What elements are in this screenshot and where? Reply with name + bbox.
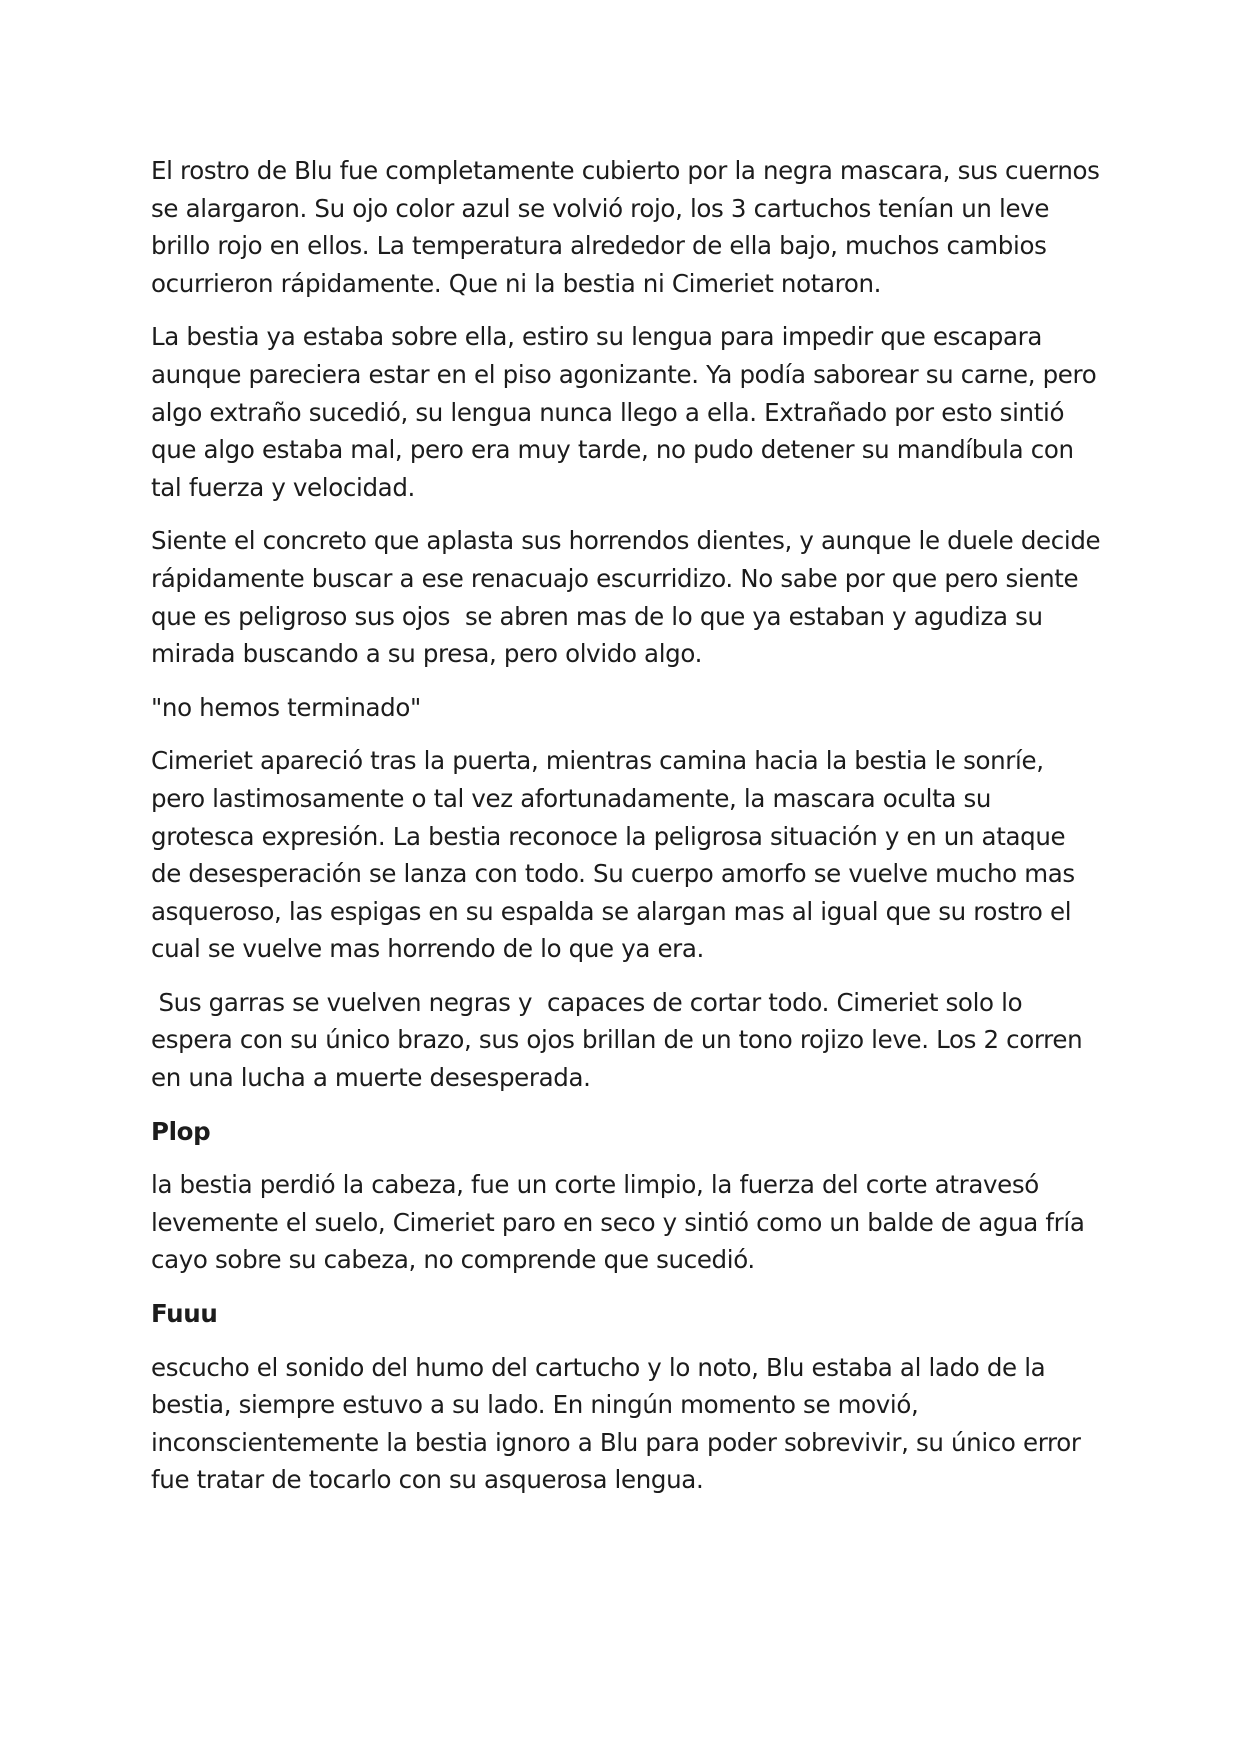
paragraph-6: Sus garras se vuelven negras y capaces de cortar todo. Cimeriet solo lo espera con su único brazo, sus ojos brillan de un tono rojizo leve. Los 2 corren en una lucha a muerte desesperada.	[151, 987, 1090, 1093]
paragraph-4: "no hemos terminado"	[151, 692, 421, 722]
document-body	[151, 152, 1108, 1515]
paragraph-7-bold: Plop	[151, 1116, 211, 1146]
paragraph-5: Cimeriet apareció tras la puerta, mientras camina hacia la bestia le sonríe, pero lastimosamente o tal vez afortunadamente, la mascara oculta su grotesca expresión. La bestia reconoce la peligrosa situación y en un ataque de desesperación se lanza con todo. Su cuerpo amorfo se vuelve mucho mas asqueroso, las espigas en su espalda se alargan mas al igual que su rostro el cual se vuelve mas horrendo de lo que ya era.	[151, 746, 1083, 964]
paragraph-9-bold: Fuuu	[151, 1299, 218, 1329]
paragraph-10: escucho el sonido del humo del cartucho y lo noto, Blu estaba al lado de la bestia, siempre estuvo a su lado. En ningún momento se movió, inconscientemente la bestia ignoro a Blu para poder sobrevivir, su único error fue tratar de tocarlo con su asquerosa lengua.	[151, 1352, 1089, 1495]
paragraph-1: El rostro de Blu fue completamente cubierto por la negra mascara, sus cuernos se alargaron. Su ojo color azul se volvió rojo, los 3 cartuchos tenían un leve brillo rojo en ellos. La temperatura alrededor de ella bajo, muchos cambios ocurrieron rápidamente. Que ni la bestia ni Cimeriet notaron.	[151, 156, 1108, 298]
paragraph-2: La bestia ya estaba sobre ella, estiro su lengua para impedir que escapara aunque pareciera estar en el piso agonizante. Ya podía saborear su carne, pero algo extraño sucedió, su lengua nunca llego a ella. Extrañado por esto sintió que algo estaba mal, pero era muy tarde, no pudo detener su mandíbula con tal fuerza y velocidad.	[151, 322, 1104, 502]
paragraph-8: la bestia perdió la cabeza, fue un corte limpio, la fuerza del corte atravesó levemente el suelo, Cimeriet paro en seco y sintió como un balde de agua fría cayo sobre su cabeza, no comprende que sucedió.	[151, 1170, 1092, 1275]
paragraph-3: Siente el concreto que aplasta sus horrendos dientes, y aunque le duele decide rápidamente buscar a ese renacuajo escurridizo. No sabe por que pero siente que es peligroso sus ojos se abren mas de lo que ya estaban y agudiza su mirada buscando a su presa, pero olvido algo.	[151, 526, 1108, 669]
